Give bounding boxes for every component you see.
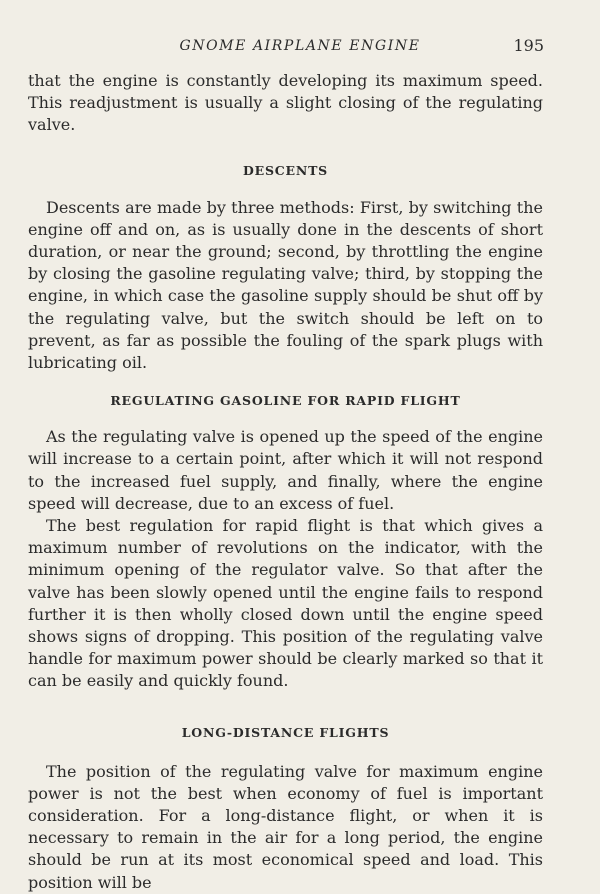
- section-heading-regulating-gasoline: REGULATING GASOLINE FOR RAPID FLIGHT: [110, 393, 461, 409]
- page-body: [28, 70, 543, 894]
- section-heading-long-distance: LONG-DISTANCE FLIGHTS: [181, 724, 390, 740]
- paragraph-regulating-2: The best regulation for rapid flight is that which gives a maximum number of revolutions on the indicator, with the minimum opening of the regulator valve. So that after the valve has been slowly opened until the engine fails to respond further it is then wholly closed down until the engine speed shows signs of dropping. This position of the regulating valve handle for maximum power should be clearly marked so that it can be easily and quickly found.: [28, 516, 543, 691]
- paragraph-regulating-1: As the regulating valve is opened up the speed of the engine will increase to a certain point, after which it will not respond to the increased fuel supply, and finally, where the engine speed will decrease, due to an excess of fuel.: [28, 427, 543, 513]
- section-heading-descents: DESCENTS: [242, 162, 329, 178]
- page-header: [0, 34, 600, 58]
- paragraph-long-distance: The position of the regulating valve for maximum engine power is not the best when economy of fuel is important consideration. For a long-distance flight, or when it is necessary to remain in the air for a long period, the engine should be run at its most economical speed and load. This position will be: [28, 761, 543, 892]
- page-number: 195: [513, 36, 544, 55]
- paragraph-descents: Descents are made by three methods: First, by switching the engine off and on, as is usually done in the descents of short duration, or near the ground; second, by throttling the engine by closing the gasoline regulating valve; third, by stopping the engine, in which case the gasoline supply should be shut off by the regulating valve, but the switch should be left on to prevent, as far as possible the fouling of the spark plugs with lubricating oil.: [28, 197, 543, 373]
- paragraph-continued: that the engine is constantly developing its maximum speed. This readjustment is usually a slight closing of the regulating valve.: [28, 71, 543, 135]
- running-title: GNOME AIRPLANE ENGINE: [179, 38, 421, 54]
